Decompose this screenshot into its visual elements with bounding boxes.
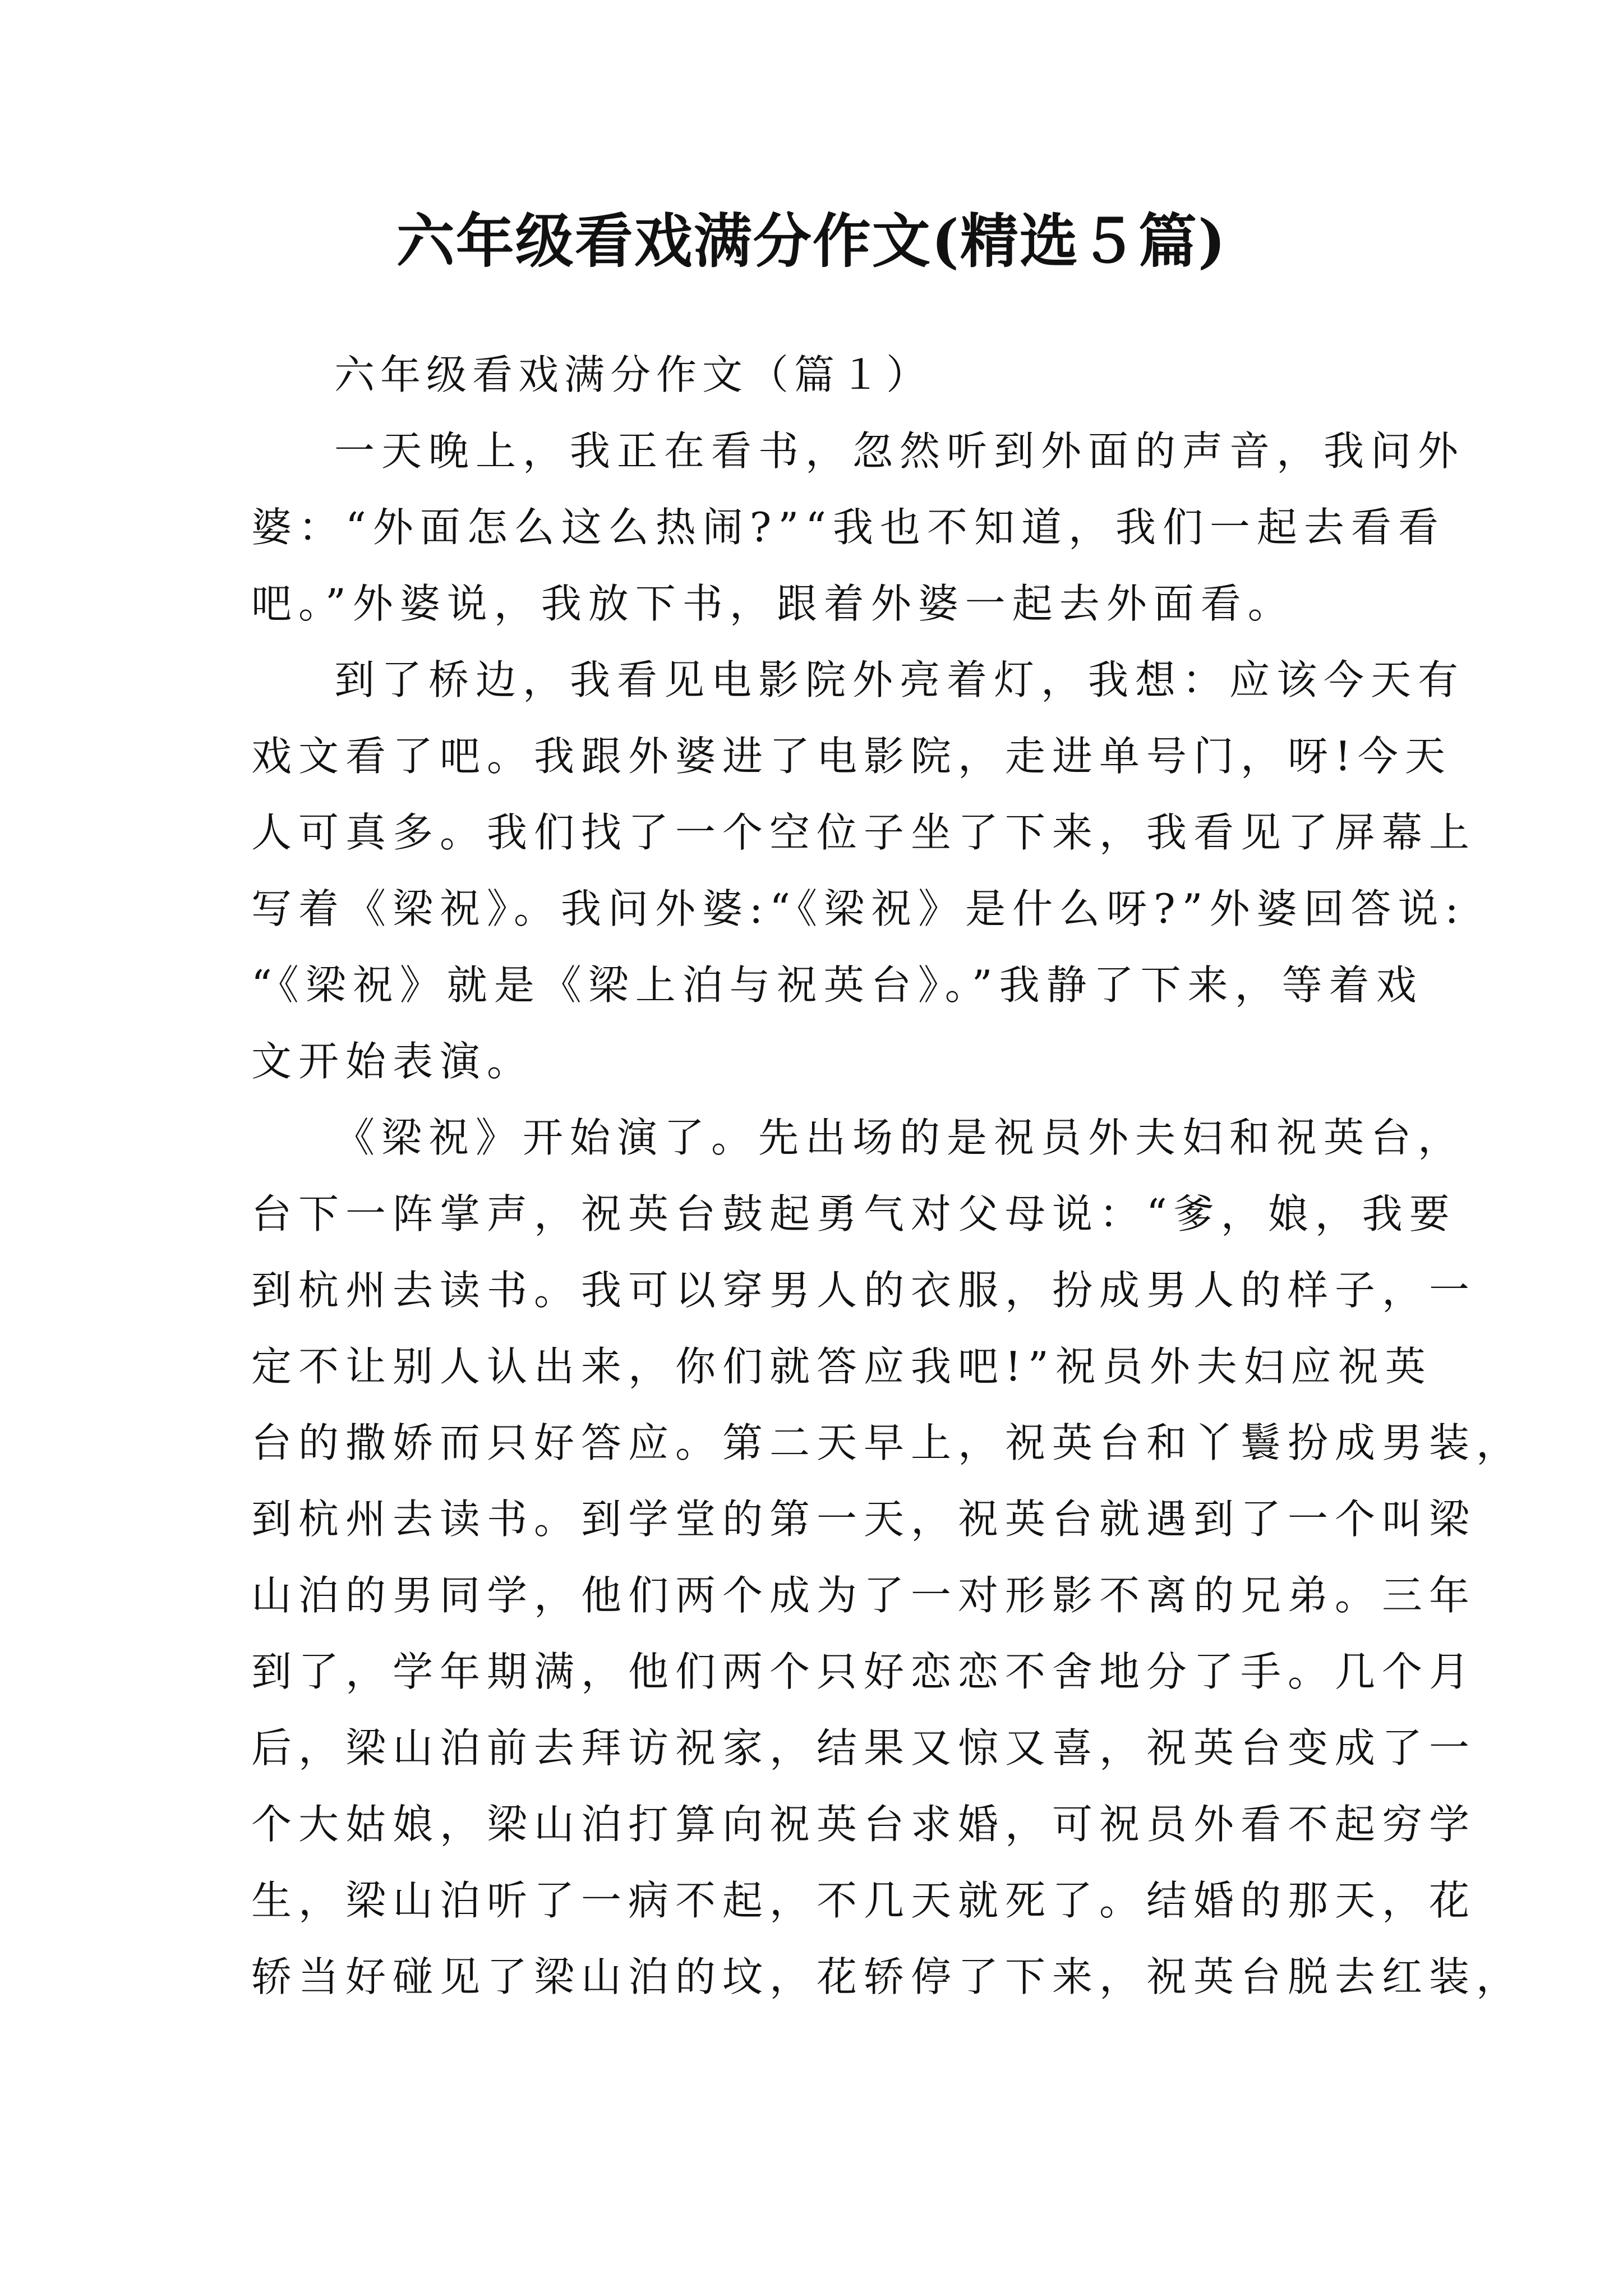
document-title: 六年级看戏满分作文(精选５篇) bbox=[396, 206, 1227, 275]
paragraph-line: 一天晚上，我正在看书，忽然听到外面的声音，我问外 bbox=[334, 427, 1465, 475]
paragraph-line: 轿当好碰见了梁山泊的坟，花轿停了下来，祝英台脱去红装， bbox=[251, 1953, 1524, 2000]
paragraph-line: “《梁祝》就是《梁上泊与祝英台》。”我静了下来，等着戏 bbox=[251, 961, 1423, 1009]
paragraph-line: 戏文看了吧。我跟外婆进了电影院，走进单号门，呀!今天 bbox=[251, 733, 1452, 780]
paragraph-line: 到杭州去读书。到学堂的第一天，祝英台就遇到了一个叫梁 bbox=[251, 1496, 1477, 1543]
paragraph-line: 生，梁山泊听了一病不起，不几天就死了。结婚的那天，花 bbox=[251, 1877, 1477, 1924]
paragraph-line: 吧。”外婆说，我放下书，跟着外婆一起去外面看。 bbox=[251, 580, 1295, 627]
essay-body bbox=[251, 337, 1524, 2015]
paragraph-line: 个大姑娘，梁山泊打算向祝英台求婚，可祝员外看不起穷学 bbox=[251, 1801, 1477, 1848]
paragraph-line: 台的撒娇而只好答应。第二天早上，祝英台和丫鬟扮成男装， bbox=[251, 1419, 1524, 1466]
paragraph-line: 到杭州去读书。我可以穿男人的衣服，扮成男人的样子，一 bbox=[251, 1267, 1477, 1314]
paragraph-line: 文开始表演。 bbox=[251, 1038, 534, 1085]
paragraph-line: 人可真多。我们找了一个空位子坐了下来，我看见了屏幕上 bbox=[251, 809, 1477, 856]
paragraph-line: 《梁祝》开始演了。先出场的是祝员外夫妇和祝英台， bbox=[334, 1114, 1465, 1161]
paragraph-line: 到了桥边，我看见电影院外亮着灯，我想：应该今天有 bbox=[334, 656, 1465, 703]
paragraph-line: 山泊的男同学，他们两个成为了一对形影不离的兄弟。三年 bbox=[251, 1572, 1477, 1619]
section-heading: 六年级看戏满分作文（篇１） bbox=[334, 351, 933, 398]
paragraph-line: 定不让别人认出来，你们就答应我吧!”祝员外夫妇应祝英 bbox=[251, 1343, 1432, 1390]
paragraph-line: 台下一阵掌声，祝英台鼓起勇气对父母说：“爹，娘，我要 bbox=[251, 1190, 1456, 1237]
paragraph-line: 写着《梁祝》。我问外婆:“《梁祝》是什么呀?”外婆回答说: bbox=[251, 885, 1465, 932]
paragraph-line: 婆：“外面怎么这么热闹?”“我也不知道，我们一起去看看 bbox=[251, 504, 1446, 551]
paragraph-line: 到了，学年期满，他们两个只好恋恋不舍地分了手。几个月 bbox=[251, 1648, 1477, 1695]
paragraph-line: 后，梁山泊前去拜访祝家，结果又惊又喜，祝英台变成了一 bbox=[251, 1724, 1477, 1772]
